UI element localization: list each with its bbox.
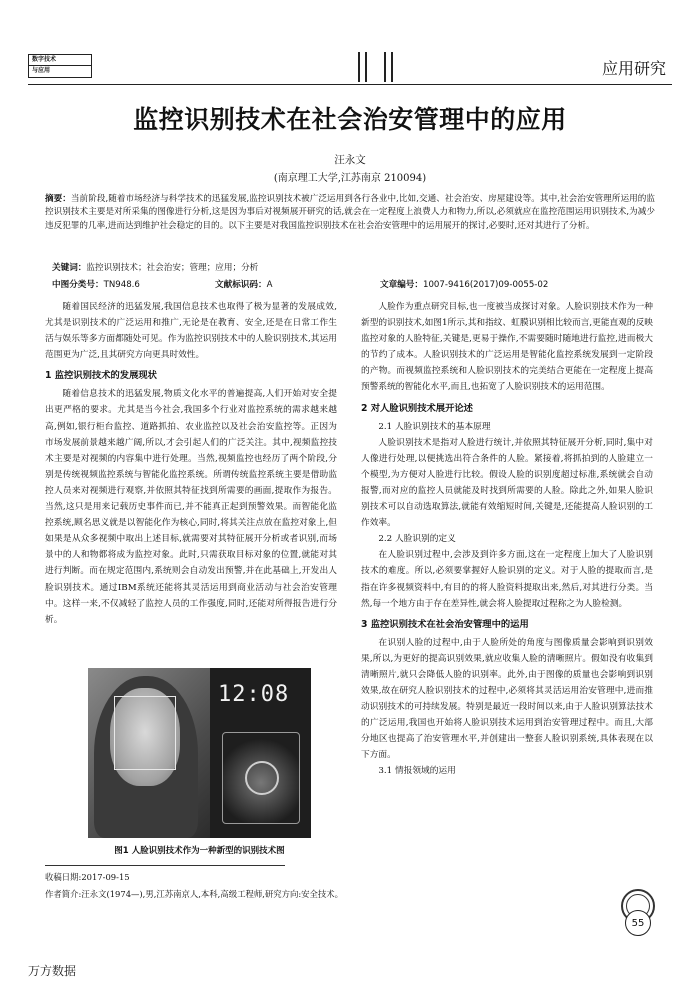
keywords (52, 261, 258, 273)
header-divider-bars (358, 52, 392, 82)
section-label: 应用研究 (601, 59, 666, 78)
figure-device-panel (210, 668, 311, 838)
section-2-heading: 2 对人脸识别技术展开论述 (361, 402, 473, 414)
figure-caption: 图1 人脸识别技术作为一种新型的识别技术图 (114, 846, 285, 856)
received-date: 收稿日期:2017-09-15 (45, 872, 130, 882)
journal-name-line1: 数字技术 (32, 56, 57, 63)
header-rule (28, 84, 672, 85)
section-3-1-heading: 3.1 情报领域的运用 (378, 766, 456, 777)
figure-portrait-panel (88, 668, 210, 838)
article-number: 文章编号：1007-9416(2017)09-0055-02 (380, 280, 549, 290)
section-1-paragraph: 随着信息技术的迅猛发展,物质文化水平的普遍提高,人们开始对安全提出更严格的要求。尤其是当今社会,我国多个行业对监控系统的需求越来越高,例如,银行柜台监控、道路抓拍、农业监控以及社会治安监控等。正因为市场发展前景越来越广阔,所以,才会引起人们的广泛关注。其中,视频监控技术主要是对视频的内容集中进行处理。当然,视频监控也经历了两个阶段,分别是传统视频监控系统与智能化监控系统。所谓传统监控系统主要是借助监控人员来对视频进行观察,并依照其特征找到所需要的画面,提取作为报告。当然,这只是用来记载历史事件而已,并不能真正起到预警效果。而智能化监控系统,顾名思义就是以智能化作为核心,同时,将其关注点放在监控对象上,但如果是从众多视频中取出上述目标,就需要对其特征展开分析或者识别,而场景中的人和物都将成为监控对象。此时,只需获取目标对象的位置,就能对其进行判断。而在规定范围内,系统则会自动发出预警,并在此基础上,开发出人脸识别技术。通过IBM系统还能将其灵活运用到商业活动与社会治安管理中。这样一来,不仅减轻了监控人员的工作强度,同时,还能对所得报告进行分析。 (45, 389, 337, 625)
abstract (45, 193, 655, 233)
keywords-text: 监控识别技术；社会治安；管理；应用；分析 (86, 263, 259, 273)
face-recognition-figure (88, 668, 311, 838)
abstract-label: 摘要： (45, 194, 71, 204)
face-detection-box (114, 696, 176, 770)
clc-number: 中图分类号：TN948.6 (52, 280, 140, 290)
journal-name-line2: 与应用 (29, 65, 91, 76)
author-affiliation: (南京理工大学,江苏南京 210094) (273, 173, 427, 184)
body-column-right (361, 299, 653, 780)
document-code: 文献标识码：A (215, 280, 273, 290)
abstract-text: 当前阶段,随着市场经济与科学技术的迅猛发展,监控识别技术被广泛运用到各行各业中,比如,交通、社会治安、房屋建设等。其中,社会治安管理所运用的监控识别技术主要是对所采集的图像进行分析,这是因为事后对视频展开研究的话,就会在一定程度上浪费人力和物力,所以,必须就应在监控范围运用识别技术,为减少违反犯罪的几率,进而达到维护社会稳定的目的。以下主要是对我国监控识别技术在社会治安管理中的运用展开的探讨,必要时,还对其进行了分析。 (45, 194, 655, 231)
section-2-2-paragraph: 在人脸识别过程中,会涉及到许多方面,这在一定程度上加大了人脸识别技术的难度。所以,必须要掌握好人脸识别的定义。对于人脸的提取而言,是指在许多视频资料中,有目的的将人脸资料提取出来,然后,对其进行分类。当然,每一个地方由于存在差异性,就会将人脸提取过程称之为人脸检测。 (361, 550, 653, 609)
page-number: 55 (625, 910, 651, 936)
face-intro-paragraph: 人脸作为重点研究目标,也一度被当成探讨对象。人脸识别技术作为一种新型的识别技术,如图1所示,其和指纹、虹膜识别相比较而言,更能直观的反映监控对象的人脸特征,关键是,更易于操作,不需要随时随地进行监控,进而极大的节约了成本。人脸识别技术的广泛运用是智能化监控系统发展到一定阶段的产物。而视频监控系统和人脸识别技术的完美结合更能在一定程度上提高预警系统的智能化水平,而且,也拓宽了人脸识别技术的运用范围。 (361, 302, 653, 393)
section-2-1-paragraph: 人脸识别技术是指对人脸进行统计,并依照其特征展开分析,同时,集中对人像进行处理,以便挑选出符合条件的人脸。紧接着,将抓拍到的人脸建立一个模型,为方便对人脸进行比较。假设人脸的识别度超过标准,系统就会自动报警,而对应的监控人员就能及时找到所需要的人脸。除此之外,如果人脸识别技术可以自动选取算法,就能有效缩短时间,关键是,还能提高人脸识别的工作效率。 (361, 437, 653, 529)
section-2-1-heading: 2.1 人脸识别技术的基本原理 (378, 421, 491, 432)
author-name: 汪永文 (334, 154, 366, 166)
article-title: 监控识别技术在社会治安管理中的应用 (133, 105, 567, 134)
section-1-heading: 1 监控识别技术的发展现状 (45, 370, 157, 382)
figure-scan-panel (222, 732, 300, 824)
journal-logo (28, 54, 92, 78)
database-watermark: 万方数据 (28, 964, 77, 978)
page-header (28, 48, 672, 86)
intro-paragraph: 随着国民经济的迅猛发展,我国信息技术也取得了极为显著的发展成效,尤其是识别技术的广泛运用和推广,无论是在教育、安全,还是在日常工作生活与娱乐等多方面都随处可见。作为监控识别技术中的人脸识别技术,其运用范围更为广泛,且其研究方向更具时效性。 (45, 302, 337, 361)
footnote-rule (45, 865, 285, 866)
author-bio: 作者简介:汪永文(1974—),男,江苏南京人,本科,高级工程师,研究方向:安全技术。 (45, 888, 344, 899)
section-3-heading: 3 监控识别技术在社会治安管理中的运用 (361, 618, 529, 630)
footnote (45, 869, 343, 902)
body-column-left (45, 299, 337, 628)
section-2-2-heading: 2.2 人脸识别的定义 (378, 534, 456, 545)
section-3-paragraph: 在识别人脸的过程中,由于人脸所处的角度与图像质量会影响到识别效果,所以,为更好的提高识别效果,就应收集人脸的清晰照片。假如没有收集到清晰照片,就只会降低人脸的识别率。此外,由于图像的质量也会影响到识别效果,故在研究人脸识别技术的过程中,必须将其灵活运用治安管理中,进而推动识别技术的可持续发展。特别是最近一段时间以来,由于人脸识别算法技术的广泛运用,我国也开始将人脸识别技术运用到治安管理过程中。而且,大部分地区也提高了治安管理水平,并创建出一整套人脸识别系统,具体表现在以下方面。 (361, 637, 653, 761)
keywords-label: 关键词： (52, 263, 87, 273)
scan-ring-icon (245, 761, 279, 795)
figure-clock-display: 12:08 (218, 682, 290, 707)
